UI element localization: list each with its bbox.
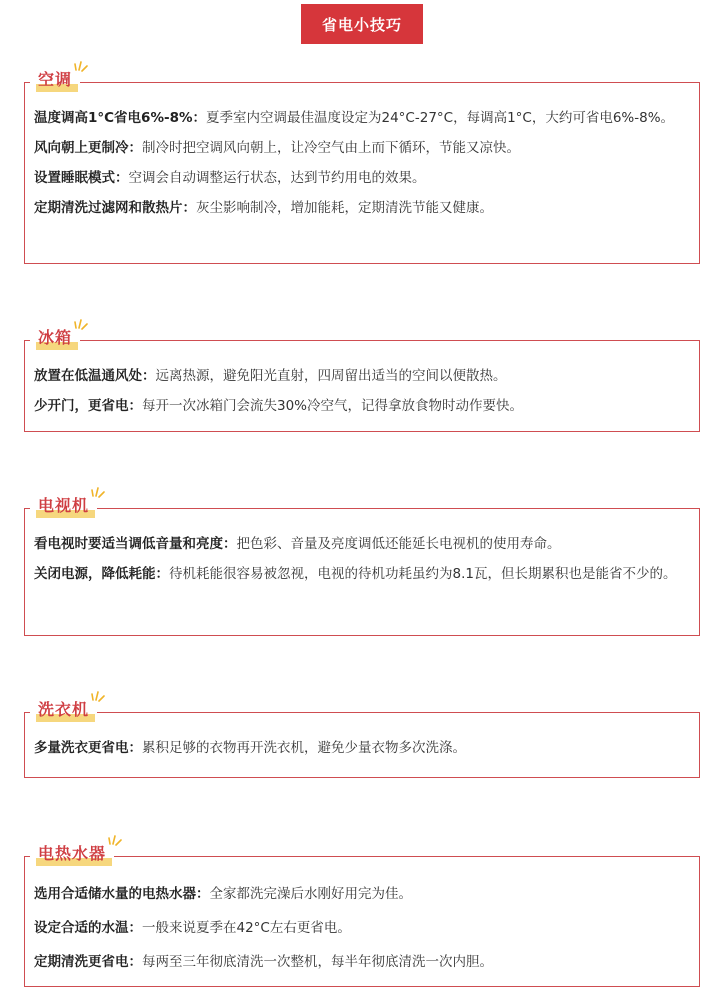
tip-item: [34, 133, 688, 163]
section-header: [30, 492, 97, 520]
section-content: [34, 877, 688, 979]
tip-item: [34, 733, 688, 763]
tip-text: 待机耗能很容易被忽视，电视的待机功耗虽约为8.1瓦，但长期累积也是能省不少的。: [169, 566, 677, 582]
page-title: 省电小技巧: [321, 15, 402, 34]
tip-item: [34, 361, 688, 391]
tip-item: [34, 911, 688, 945]
section-television: [24, 492, 700, 636]
tip-item: [34, 193, 688, 223]
tip-heading: 多量洗衣更省电：: [34, 740, 142, 756]
section-content: [34, 733, 688, 763]
tip-heading: 温度调高1°C省电6%-8%：: [34, 110, 206, 126]
tip-item: [34, 877, 688, 911]
tip-heading: 设置睡眠模式：: [34, 170, 129, 186]
section-content: [34, 361, 688, 421]
section-header: [30, 66, 80, 94]
tip-text: 每开一次冰箱门会流失30%冷空气，记得拿放食物时动作要快。: [142, 398, 524, 414]
section-title: 冰箱: [38, 328, 73, 347]
tip-heading: 设定合适的水温：: [34, 920, 142, 936]
sparkle-icon: [72, 316, 88, 330]
tip-text: 空调会自动调整运行状态，达到节约用电的效果。: [128, 170, 426, 186]
tip-text: 夏季室内空调最佳温度设定为24°C-27°C，每调高1°C，大约可省电6%-8%。: [206, 110, 675, 126]
tip-heading: 少开门，更省电：: [34, 398, 142, 414]
tip-text: 灰尘影响制冷，增加能耗，定期清洗节能又健康。: [196, 200, 493, 216]
section-header: [30, 696, 97, 724]
section-title: 空调: [38, 70, 73, 89]
tip-heading: 定期清洗更省电：: [34, 954, 142, 970]
tip-text: 制冷时把空调风向朝上，让冷空气由上而下循环，节能又凉快。: [142, 140, 520, 156]
section-refrigerator: [24, 324, 700, 432]
tip-text: 全家都洗完澡后水刚好用完为佳。: [209, 886, 412, 902]
page-title-banner: [301, 4, 423, 44]
tip-text: 把色彩、音量及亮度调低还能延长电视机的使用寿命。: [236, 536, 561, 552]
sparkle-icon: [72, 58, 88, 72]
tip-text: 一般来说夏季在42°C左右更省电。: [142, 920, 351, 936]
section-content: [34, 529, 688, 589]
tip-heading: 关闭电源，降低耗能：: [34, 566, 169, 582]
section-title: 洗衣机: [38, 700, 90, 719]
tip-item: [34, 559, 688, 589]
section-header: [30, 840, 114, 868]
section-title: 电热水器: [38, 844, 107, 863]
tip-text: 累积足够的衣物再开洗衣机，避免少量衣物多次洗涤。: [142, 740, 466, 756]
sparkle-icon: [106, 832, 122, 846]
section-title: 电视机: [38, 496, 90, 515]
sparkle-icon: [89, 688, 105, 702]
tip-heading: 看电视时要适当调低音量和亮度：: [34, 536, 237, 552]
tip-heading: 放置在低温通风处：: [34, 368, 156, 384]
tip-text: 远离热源，避免阳光直射，四周留出适当的空间以便散热。: [155, 368, 507, 384]
section-header: [30, 324, 80, 352]
tip-text: 每两至三年彻底清洗一次整机，每半年彻底清洗一次内胆。: [142, 954, 493, 970]
section-water-heater: [24, 840, 700, 987]
tip-item: [34, 391, 688, 421]
tip-heading: 风向朝上更制冷：: [34, 140, 142, 156]
tip-item: [34, 529, 688, 559]
section-content: [34, 103, 688, 223]
tip-item: [34, 103, 688, 133]
section-air-conditioner: [24, 66, 700, 264]
tip-heading: 定期清洗过滤网和散热片：: [34, 200, 196, 216]
section-washing-machine: [24, 696, 700, 778]
sparkle-icon: [89, 484, 105, 498]
tip-item: [34, 163, 688, 193]
tip-heading: 选用合适储水量的电热水器：: [34, 886, 210, 902]
tip-item: [34, 945, 688, 979]
